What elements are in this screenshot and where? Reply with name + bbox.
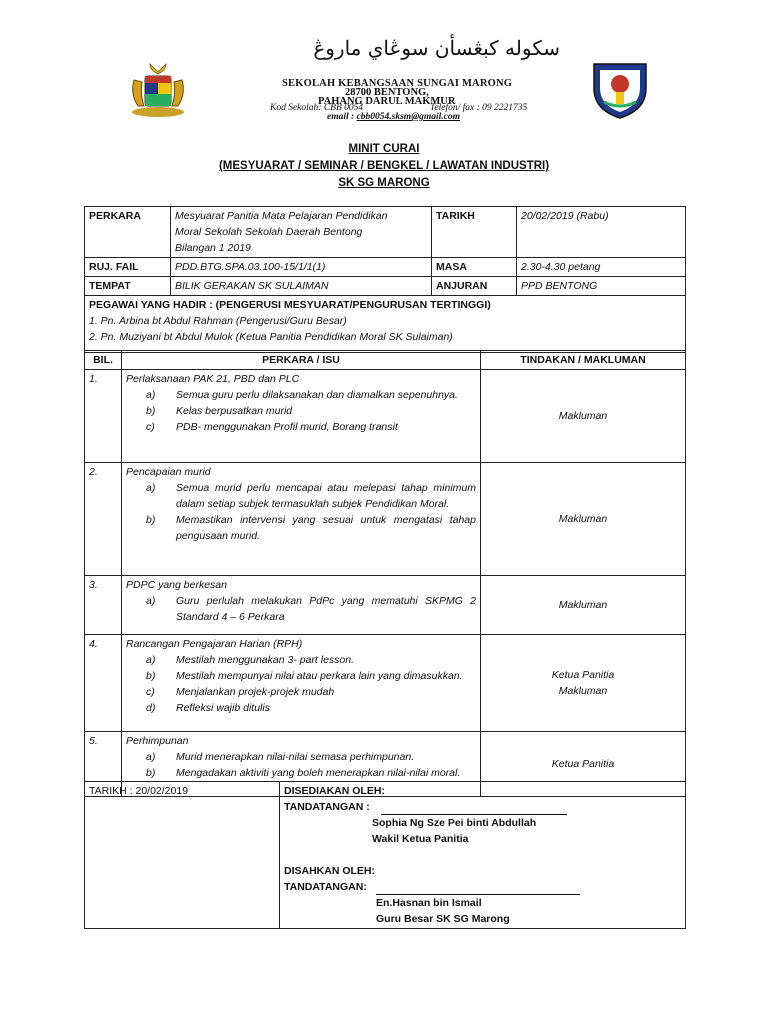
issue-items	[126, 480, 476, 544]
masa-label: MASA	[432, 258, 517, 277]
signoff-date-cell	[85, 782, 280, 929]
tarikh-value: 20/02/2019 (Rabu)	[517, 207, 686, 258]
perkara-header: PERKARA / ISU	[122, 351, 481, 370]
perkara-label: PERKARA	[85, 207, 171, 258]
issue-item-label: d)	[146, 702, 156, 714]
issue-item-label: b)	[146, 405, 156, 417]
issue-item	[126, 700, 476, 716]
issue-action-1: Ketua Panitia	[551, 758, 615, 770]
issues-table	[84, 350, 686, 797]
issue-item	[126, 387, 476, 403]
issue-items	[126, 387, 476, 435]
school-code: Kod Sekolah: CBB 0054	[270, 103, 364, 113]
issue-heading: Pencapaian murid	[126, 466, 211, 478]
attendees-cell	[85, 296, 686, 353]
issue-item-text: Semua guru perlu dilaksanakan dan diamalkan sepenuhnya.	[176, 389, 458, 401]
issue-item-label: a)	[146, 595, 156, 607]
signoff-row	[85, 782, 686, 929]
issue-number: 5.	[85, 732, 122, 797]
issue-number: 4.	[85, 635, 122, 732]
issue-item-text: Semua murid perlu mencapai atau melepasi tahap minimum dalam setiap subjek termasuklah subjek Pendidikan Moral.	[176, 482, 476, 510]
telephone: Telefon/ fax : 09 2221735	[430, 103, 528, 113]
perkara-line-1: Mesyuarat Panitia Mata Pelajaran Pendidikan	[175, 210, 388, 222]
issue-item-text: Mengadakan aktiviti yang boleh menerapkan nilai-nilai moral.	[176, 767, 461, 779]
issue-row	[85, 576, 686, 635]
issue-item	[126, 652, 476, 668]
tempat-label: TEMPAT	[85, 277, 171, 296]
issue-content	[122, 635, 481, 732]
rujfail-label: RUJ. FAIL	[85, 258, 171, 277]
issue-items	[126, 593, 476, 625]
attendees-row	[85, 296, 686, 353]
issue-heading: Perlaksanaan PAK 21, PBD dan PLC	[126, 373, 300, 385]
approved-signature-line[interactable]	[376, 882, 580, 895]
issue-content	[122, 463, 481, 576]
issue-item-label: b)	[146, 670, 156, 682]
tempat-row	[85, 277, 686, 296]
issue-number: 3.	[85, 576, 122, 635]
approved-role: Guru Besar SK SG Marong	[376, 913, 510, 925]
issue-item-label: c)	[146, 421, 155, 433]
prepared-signature-line[interactable]	[381, 802, 567, 815]
disediakan-label: DISEDIAKAN OLEH:	[284, 785, 385, 797]
issue-item	[126, 480, 476, 512]
signoff-sign-cell	[280, 782, 686, 929]
school-name-jawi: سکوله کبڠسأن سوڠاي ماروڠ	[313, 36, 560, 60]
issue-action-1: Makluman	[558, 410, 608, 422]
signoff-table	[84, 781, 686, 929]
issue-item-label: a)	[146, 751, 156, 763]
perkara-value	[171, 207, 432, 258]
issue-item-label: a)	[146, 654, 156, 666]
tarikh-label: TARIKH	[432, 207, 517, 258]
email-address[interactable]: cbb0054.sksm@gmail.com	[356, 112, 460, 122]
issue-action	[481, 370, 686, 463]
issue-heading: PDPC yang berkesan	[126, 579, 227, 591]
document-title: MINIT CURAI	[348, 143, 420, 155]
issue-item	[126, 668, 476, 684]
issue-item-text: Kelas berpusatkan murid	[176, 405, 293, 417]
issues-body	[85, 370, 686, 797]
prepared-role: Wakil Ketua Panitia	[372, 833, 469, 845]
issue-item-text: PDB- menggunakan Profil murid, Borang transit	[176, 421, 398, 433]
issue-action	[481, 463, 686, 576]
issue-action-1: Makluman	[558, 513, 608, 525]
tindakan-header: TINDAKAN / MAKLUMAN	[481, 351, 686, 370]
school-short-name: SK SG MARONG	[338, 177, 430, 189]
issue-action-1: Ketua Panitia	[551, 669, 615, 681]
malaysia-coat-of-arms-icon	[128, 60, 188, 120]
issue-item	[126, 403, 476, 419]
issue-item-text: Mestilah mempunyai nilai atau perkara lain yang dimasukkan.	[176, 670, 463, 682]
address-line-2: PAHANG DARUL MAKMUR	[318, 96, 456, 107]
email-label: email :	[327, 112, 357, 122]
issue-item-label: a)	[146, 482, 156, 494]
attendee-1: 1. Pn. Arbina bt Abdul Rahman (Pengerusi/Guru Besar)	[89, 315, 347, 327]
prepared-name: Sophia Ng Sze Pei binti Abdullah	[372, 817, 537, 829]
issue-item-label: b)	[146, 514, 156, 526]
issue-action	[481, 576, 686, 635]
perkara-line-3: Bilangan 1 2019	[175, 242, 251, 254]
issue-item	[126, 512, 476, 544]
issue-items	[126, 652, 476, 716]
issue-item-text: Refleksi wajib ditulis	[176, 702, 270, 714]
issue-item	[126, 684, 476, 700]
issue-number: 2.	[85, 463, 122, 576]
prepared-signature-row	[284, 799, 681, 815]
school-name: SEKOLAH KEBANGSAAN SUNGAI MARONG	[282, 78, 513, 89]
issue-heading: Rancangan Pengajaran Harian (RPH)	[126, 638, 303, 650]
tempat-value: BILIK GERAKAN SK SULAIMAN	[171, 277, 432, 296]
rujfail-row	[85, 258, 686, 277]
attendees-heading: PEGAWAI YANG HADIR : (PENGERUSI MESYUARAT/PENGURUSAN TERTINGGI)	[89, 299, 491, 311]
signoff-date: TARIKH : 20/02/2019	[89, 785, 189, 797]
issue-item-text: Guru perlulah melakukan PdPc yang mematuhi SKPMG 2 Standard 4 – 6 Perkara	[176, 595, 476, 623]
issue-item-text: Menjalankan projek-projek mudah	[176, 686, 335, 698]
issue-action-2: Makluman	[558, 685, 608, 697]
masa-value: 2.30-4.30 petang	[517, 258, 686, 277]
email-line	[327, 112, 460, 122]
issue-item-text: Mestilah menggunakan 3- part lesson.	[176, 654, 355, 666]
issue-item-text: Murid menerapkan nilai-nilai semasa perhimpunan.	[176, 751, 415, 763]
anjuran-label: ANJURAN	[432, 277, 517, 296]
anjuran-value: PPD BENTONG	[517, 277, 686, 296]
issue-item-label: b)	[146, 767, 156, 779]
issue-row	[85, 370, 686, 463]
issue-row	[85, 463, 686, 576]
tandatangan-label-1: TANDATANGAN :	[284, 801, 370, 813]
issue-row	[85, 635, 686, 732]
issue-item-text: Memastikan intervensi yang sesuai untuk mengatasi tahap pengusaan murid.	[176, 514, 476, 542]
issue-item	[126, 419, 476, 435]
issue-item-label: a)	[146, 389, 156, 401]
perkara-line-2: Moral Sekolah Sekolah Daerah Bentong	[175, 226, 363, 238]
letterhead	[0, 0, 768, 140]
issue-items	[126, 749, 476, 781]
document-subtitle: (MESYUARAT / SEMINAR / BENGKEL / LAWATAN INDUSTRI)	[218, 160, 550, 172]
meeting-info-table	[84, 206, 686, 353]
address-line-1: 28700 BENTONG,	[345, 87, 429, 98]
issue-heading: Perhimpunan	[126, 735, 189, 747]
school-crest-icon	[590, 58, 650, 120]
approved-signature-row	[284, 879, 681, 895]
issue-item	[126, 593, 476, 625]
rujfail-value: PDD.BTG.SPA.03.100-15/1/1(1)	[171, 258, 432, 277]
issue-number: 1.	[85, 370, 122, 463]
perkara-row	[85, 207, 686, 258]
issue-action	[481, 635, 686, 732]
issue-item	[126, 765, 476, 781]
issue-content	[122, 370, 481, 463]
approved-name: En.Hasnan bin Ismail	[376, 897, 482, 909]
disahkan-label: DISAHKAN OLEH:	[284, 865, 375, 877]
issue-content	[122, 576, 481, 635]
issues-header-row	[85, 351, 686, 370]
issue-item-label: c)	[146, 686, 155, 698]
issue-item	[126, 749, 476, 765]
bil-header: BIL.	[85, 351, 122, 370]
attendee-2: 2. Pn. Muziyani bt Abdul Mulok (Ketua Panitia Pendidikan Moral SK Sulaiman)	[89, 331, 453, 343]
issue-action-1: Makluman	[558, 599, 608, 611]
tandatangan-label-2: TANDATANGAN:	[284, 881, 367, 893]
